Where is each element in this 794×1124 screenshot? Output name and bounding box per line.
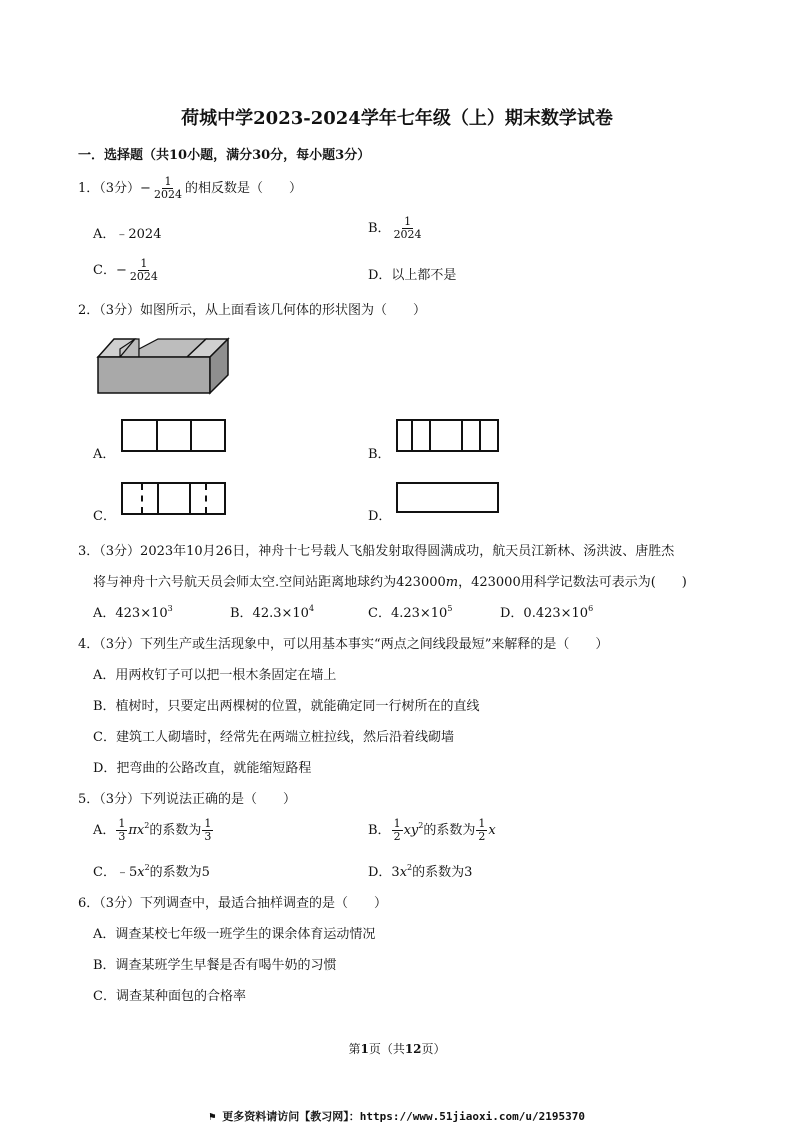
q2-option-a-label: A． (93, 447, 116, 462)
exponent: 4 (308, 604, 315, 613)
fraction-numerator: 1 (404, 215, 412, 228)
q6-option-b: B．调查某班学生早餐是否有喝牛奶的习惯 (93, 958, 337, 973)
q2-option-d-label: D． (368, 509, 392, 524)
q2-option-c-label: C． (93, 509, 116, 524)
q6-option-c: C．调查某种面包的合格率 (93, 989, 246, 1004)
option-text: C．4.23×10 (368, 606, 448, 621)
question-3-line2 (93, 571, 687, 590)
q1-option-b (368, 216, 425, 241)
q4-option-c: C．建筑工人砌墙时，经常先在两端立桩拉线，然后沿着线砌墙 (93, 730, 454, 745)
q1-option-a: A．﹣2024 (93, 227, 162, 242)
page-title: 荷城中学2023-2024学年七年级（上）期末数学试卷 (181, 108, 613, 129)
term: x (399, 865, 408, 880)
q4-option-a: A．用两枚钉子可以把一根木条固定在墙上 (93, 668, 337, 683)
page-footer (0, 1040, 794, 1057)
q1-option-c (93, 258, 161, 283)
term: x (488, 823, 496, 838)
exponent: 6 (588, 604, 594, 613)
question-text: ，423000用科学记数法可表示为( ) (458, 575, 687, 590)
fraction-denominator: 2024 (153, 188, 182, 201)
exponent: 5 (447, 604, 453, 613)
flag-icon: ⚑ (209, 1110, 216, 1123)
option-label: C． (93, 263, 116, 278)
q2-option-b-label: B． (368, 447, 391, 462)
fraction-denominator: 2 (393, 830, 401, 843)
minus-sign: − (115, 263, 127, 278)
fraction-denominator: 3 (204, 830, 212, 843)
option-text: A．423×10 (93, 606, 168, 621)
q5-option-a (93, 818, 214, 843)
q4-option-d: D．把弯曲的公路改直，就能缩短路程 (93, 761, 312, 776)
question-2: 2．（3分）如图所示，从上面看该几何体的形状图为（ ） (78, 303, 427, 318)
option-label: B． (368, 823, 391, 838)
q2-option-b-figure (396, 419, 499, 452)
q6-option-a: A．调查某校七年级一班学生的课余体育运动情况 (93, 927, 376, 942)
q3-option-d (500, 602, 593, 621)
option-text: 的系数为5 (149, 865, 210, 880)
option-label: C．﹣5 (93, 865, 138, 880)
page-total: 12 (404, 1042, 422, 1056)
option-text: 的系数为 (423, 823, 476, 838)
fraction-numerator: 1 (164, 175, 172, 188)
option-label: B． (368, 221, 391, 236)
fraction-numerator: 1 (478, 817, 486, 830)
option-text: 的系数为 (149, 823, 202, 838)
fraction-numerator: 1 (140, 257, 148, 270)
exponent: 2 (418, 821, 424, 830)
question-prefix: 1．（3分） (78, 181, 141, 196)
footer-text: 页） (421, 1042, 446, 1056)
exponent: 2 (407, 863, 413, 872)
fraction (202, 818, 213, 843)
q4-option-b: B．植树时，只要定出两棵树的位置，就能确定同一行树所在的直线 (93, 699, 480, 714)
fraction (152, 176, 184, 201)
fraction-numerator: 1 (204, 817, 212, 830)
page-number: 1 (360, 1042, 369, 1056)
q5-option-c (93, 861, 210, 880)
fraction-numerator: 1 (118, 817, 126, 830)
section-heading: 一．选择题（共10小题，满分30分，每小题3分） (78, 148, 371, 163)
term: xy (403, 823, 419, 838)
question-3-line1: 3．（3分）2023年10月26日，神舟十七号载人飞船发射取得圆满成功，航天员江新林、汤洪波、唐胜杰 (78, 544, 675, 559)
q3-option-c (368, 602, 452, 621)
question-1 (78, 176, 302, 201)
fraction-denominator: 3 (118, 830, 126, 843)
q2-option-a-figure (121, 419, 226, 452)
unit-variable: m (445, 575, 459, 590)
term: x (137, 865, 145, 880)
exponent: 2 (144, 821, 150, 830)
question-6: 6．（3分）下列调查中，最适合抽样调查的是（ ） (78, 896, 388, 911)
fraction (128, 258, 160, 283)
question-5: 5．（3分）下列说法正确的是（ ） (78, 792, 297, 807)
exponent: 2 (144, 863, 150, 872)
option-text: D．0.423×10 (500, 606, 589, 621)
fraction (476, 818, 487, 843)
q1-option-d: D．以上都不是 (368, 268, 457, 283)
option-text: 的系数为3 (412, 865, 473, 880)
fraction (392, 216, 424, 241)
exponent: 3 (167, 604, 173, 613)
fraction-denominator: 2024 (129, 270, 158, 283)
fraction-denominator: 2024 (393, 228, 422, 241)
fraction-denominator: 2 (478, 830, 486, 843)
q3-option-a (93, 602, 173, 621)
option-label: A． (93, 823, 116, 838)
q2-option-c-figure (121, 482, 226, 515)
question-4: 4．（3分）下列生产或生活现象中，可以用基本事实“两点之间线段最短”来解释的是（ ） (78, 637, 609, 652)
option-text: B．42.3×10 (230, 606, 309, 621)
fraction (116, 818, 127, 843)
q5-option-d (368, 861, 472, 880)
term: πx (128, 823, 145, 838)
question-suffix: 的相反数是（ ） (184, 181, 302, 196)
fraction-numerator: 1 (393, 817, 401, 830)
minus-sign: − (140, 181, 151, 196)
q3-option-b (230, 602, 314, 621)
option-label: D．3 (368, 865, 400, 880)
promo-link[interactable] (0, 1108, 794, 1124)
footer-text: 第 (348, 1042, 361, 1056)
solid-figure (94, 331, 234, 401)
q2-option-d-figure (396, 482, 499, 513)
footer-text: 页（共 (368, 1042, 405, 1056)
q5-option-b (368, 818, 496, 843)
promo-link-text[interactable]: 更多资料请访问【教习网】：https://www.51jiaoxi.com/u/2195370 (222, 1110, 585, 1123)
fraction (392, 818, 403, 843)
question-text: 将与神舟十六号航天员会师太空.空间站距离地球约为423000 (93, 575, 446, 590)
